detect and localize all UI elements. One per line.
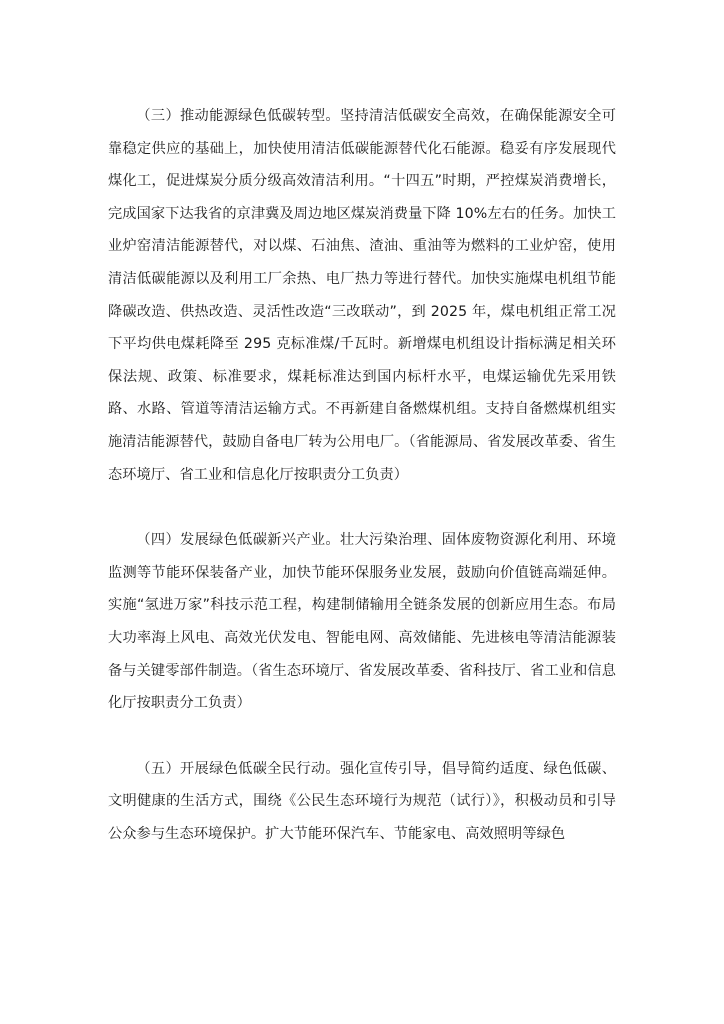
paragraph-gap (108, 491, 616, 524)
paragraph-green-industry: （四）发展绿色低碳新兴产业。壮大污染治理、固体废物资源化利用、环境监测等节能环保装备产业，加快节能环保服务业发展，鼓励向价值链高端延伸。实施“氢进万家”科技示范工程，构建制储输用全链条发展的创新应用生态。布局大功率海上风电、高效光伏发电、智能电网、高效储能、先进核电等清洁能源装备与关键零部件制造。（省生态环境厅、省发展改革委、省科技厅、省工业和信息化厅按职责分工负责） (108, 532, 616, 712)
document-page (108, 100, 616, 850)
paragraph-gap (108, 720, 616, 753)
paragraph-public-action: （五）开展绿色低碳全民行动。强化宣传引导，倡导简约适度、绿色低碳、文明健康的生活方式，围绕《公民生态环境行为规范（试行）》，积极动员和引导公众参与生态环境保护。扩大节能环保汽车、节能家电、高效照明等绿色 (108, 760, 616, 842)
paragraph-energy-transition: （三）推动能源绿色低碳转型。坚持清洁低碳安全高效，在确保能源安全可靠稳定供应的基础上，加快使用清洁低碳能源替代化石能源。稳妥有序发展现代煤化工，促进煤炭分质分级高效清洁利用。“十四五”时期，严控煤炭消费增长，完成国家下达我省的京津冀及周边地区煤炭消费量下降 10%左右的任务。加快工业炉窑清洁能源替代，对以煤、石油焦、渣油、重油等为燃料的工业炉窑，使用清洁低碳能源以及利用工厂余热、电厂热力等进行替代。加快实施煤电机组节能降碳改造、供热改造、灵活性改造“三改联动”，到 2025 年，煤电机组正常工况下平均供电煤耗降至 295 克标准煤/千瓦时。新增煤电机组设计指标满足相关环保法规、政策、标准要求，煤耗标准达到国内标杆水平，电煤运输优先采用铁路、水路、管道等清洁运输方式。不再新建自备燃煤机组。支持自备燃煤机组实施清洁能源替代，鼓励自备电厂转为公用电厂。（省能源局、省发展改革委、省生态环境厅、省工业和信息化厅按职责分工负责） (108, 108, 616, 483)
